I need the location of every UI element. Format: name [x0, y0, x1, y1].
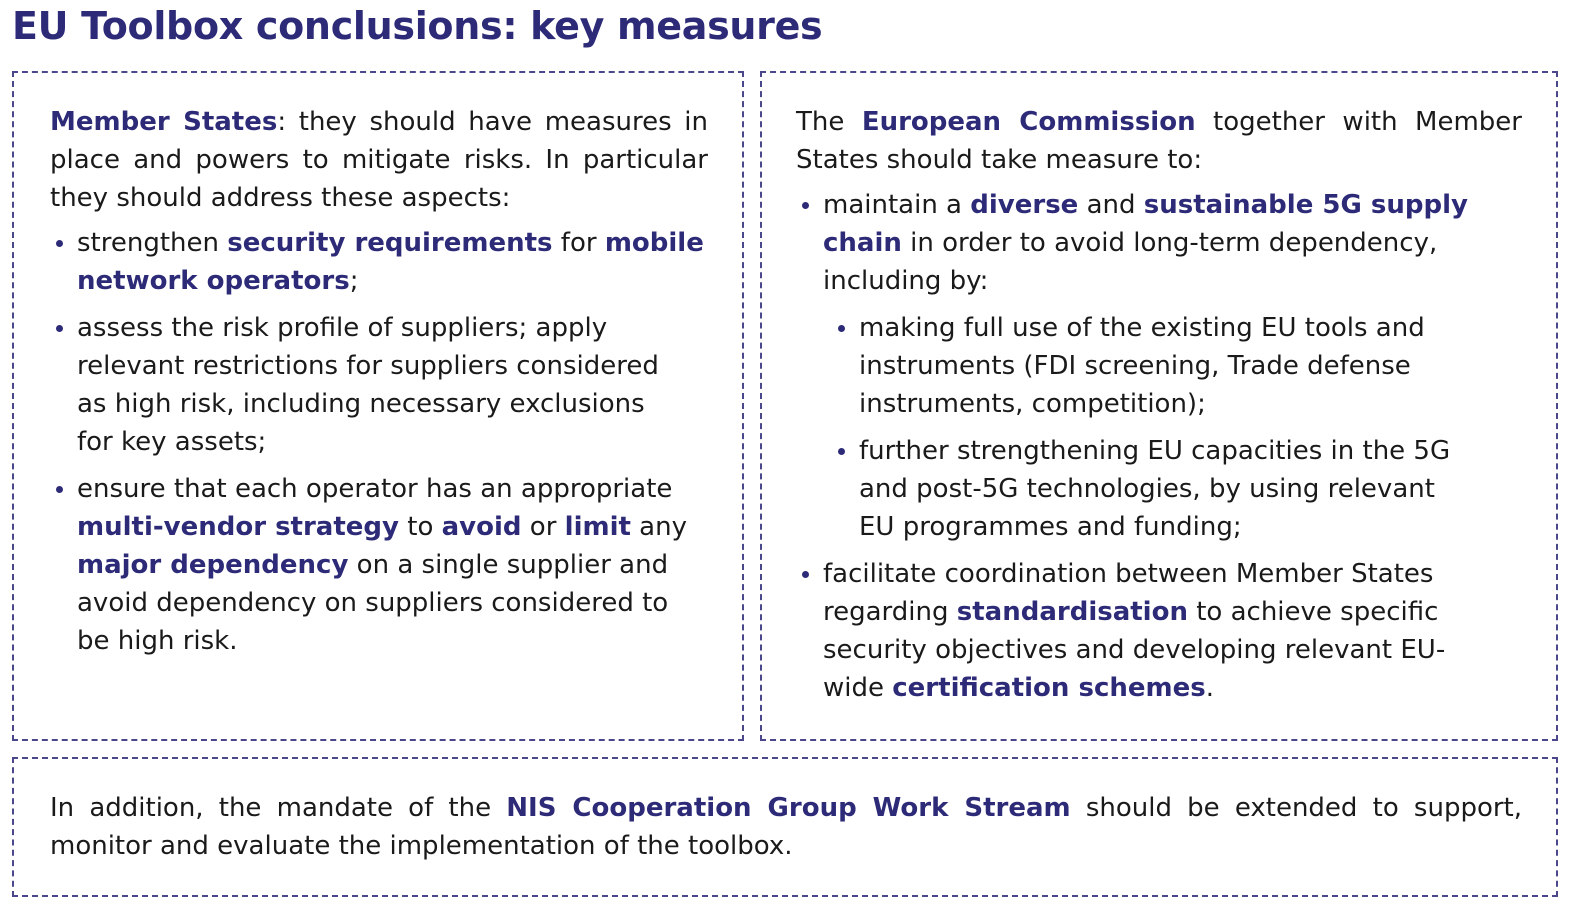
- nis-text: In addition, the mandate of the NIS Cooperation Group Work Stream should be extended to support, monitor and evaluate the implementation of the toolbox.: [50, 793, 1523, 861]
- list-item: facilitate coordination between Member States regarding standardisation to achieve specific security objectives and developing relevant EU-wide certification schemes.: [796, 555, 1522, 707]
- member-states-heading: Member States: [50, 107, 278, 137]
- list-item: strengthen security requirements for mobile network operators;: [50, 224, 708, 300]
- list-item: assess the risk profile of suppliers; apply relevant restrictions for suppliers considered as high risk, including necessary exclusions for key assets;: [50, 309, 708, 461]
- member-states-box: [12, 71, 744, 741]
- sub-list-item: further strengthening EU capacities in the 5G and post-5G technologies, by using relevant EU programmes and funding;: [823, 432, 1472, 546]
- commission-intro: The European Commission together with Member States should take measure to:: [796, 107, 1522, 175]
- commission-heading: European Commission: [861, 107, 1196, 137]
- sub-list-item: making full use of the existing EU tools and instruments (FDI screening, Trade defense instruments, competition);: [823, 309, 1472, 423]
- page-title: EU Toolbox conclusions: key measures: [12, 4, 823, 48]
- european-commission-box: [760, 71, 1558, 741]
- member-states-intro: [50, 103, 708, 217]
- intro-text: : they should have measures in place and powers to mitigate risks. In particular they should address these aspects:: [50, 107, 708, 213]
- list-item: ensure that each operator has an appropriate multi-vendor strategy to avoid or limit any major dependency on a single supplier and avoid dependency on suppliers considered to be high risk.: [50, 470, 708, 660]
- member-states-list: [50, 224, 708, 660]
- commission-sub-list: [823, 309, 1472, 546]
- list-item: maintain a diverse and sustainable 5G supply chain in order to avoid long-term dependency, including by: making full use of the existing EU tools and instruments (FDI screening, Trade defense instruments, competition); further strengthening EU capacities in the 5G and post-5G technologies, by using relevant EU programmes and funding;: [796, 186, 1522, 546]
- nis-cooperation-box: [12, 757, 1558, 897]
- nis-group-name: NIS Cooperation Group Work Stream: [506, 793, 1071, 823]
- commission-list: [796, 186, 1522, 707]
